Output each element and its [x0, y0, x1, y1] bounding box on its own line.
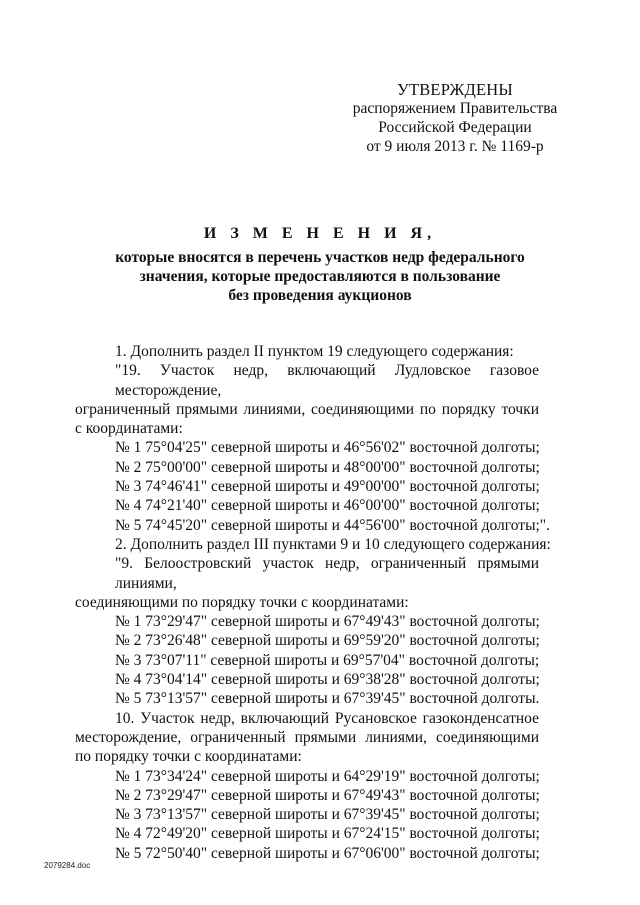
- paragraph-4-line-2: соединяющими по порядку точки с координатами:: [75, 593, 409, 611]
- approval-title: УТВЕРЖДЕНЫ: [397, 80, 513, 99]
- paragraph-5-line-1: 10. Участок недр, включающий Русановское газоконденсатное: [115, 709, 539, 727]
- paragraph-3: 2. Дополнить раздел III пунктами 9 и 10 следующего содержания:: [115, 535, 551, 553]
- coord-19-1: № 1 75°04'25" северной широты и 46°56'02" восточной долготы;: [115, 439, 540, 457]
- coord-10-2: № 2 73°29'47" северной широты и 67°49'43" восточной долготы;: [115, 786, 540, 804]
- title-line-1: которые вносятся в перечень участков недр федерального: [115, 249, 525, 266]
- coord-10-1: № 1 73°34'24" северной широты и 64°29'19" восточной долготы;: [115, 767, 540, 785]
- coord-10-3: № 3 73°13'57" северной широты и 67°39'45" восточной долготы;: [115, 806, 540, 824]
- coord-9-1: № 1 73°29'47" северной широты и 67°49'43" восточной долготы;: [115, 613, 540, 631]
- paragraph-5-line-3: по порядку точки с координатами:: [75, 748, 302, 766]
- title-heading: И З М Е Н Е Н И Я,: [203, 225, 437, 242]
- coord-9-4: № 4 73°04'14" северной широты и 69°38'28" восточной долготы;: [115, 671, 540, 689]
- paragraph-2-line-1: "19. Участок недр, включающий Лудловское газовое месторождение,: [115, 362, 539, 399]
- approval-line-2: распоряжением Правительства: [352, 100, 558, 117]
- coord-19-2: № 2 75°00'00" северной широты и 48°00'00" восточной долготы;: [115, 458, 540, 476]
- coord-9-3: № 3 73°07'11" северной широты и 69°57'04" восточной долготы;: [115, 651, 540, 669]
- paragraph-2-line-3: с координатами:: [75, 420, 183, 438]
- paragraph-2-line-2: ограниченный прямыми линиями, соединяющими по порядку точки: [75, 400, 539, 418]
- document-file-id: 2079284.doc: [44, 861, 91, 870]
- approval-line-4: от 9 июля 2013 г. № 1169-р: [366, 138, 544, 155]
- coord-19-4: № 4 74°21'40" северной широты и 46°00'00" восточной долготы;: [115, 497, 540, 515]
- coord-19-3: № 3 74°46'41" северной широты и 49°00'00" восточной долготы;: [115, 478, 540, 496]
- approval-stamp: [330, 80, 580, 156]
- title-line-2: значения, которые предоставляются в пользование: [139, 268, 501, 285]
- paragraph-1: 1. Дополнить раздел II пунктом 19 следующего содержания:: [115, 343, 514, 360]
- paragraph-4-line-1: "9. Белоостровский участок недр, ограниченный прямыми линиями,: [115, 555, 539, 592]
- coord-9-2: № 2 73°26'48" северной широты и 69°59'20" восточной долготы;: [115, 632, 540, 650]
- paragraph-5-line-2: месторождение, ограниченный прямыми линиями, соединяющими: [75, 728, 539, 746]
- coord-10-5: № 5 72°50'40" северной широты и 67°06'00" восточной долготы;: [115, 844, 540, 862]
- document-title: [60, 224, 580, 305]
- coord-10-4: № 4 72°49'20" северной широты и 67°24'15" восточной долготы;: [115, 825, 540, 843]
- coord-19-5: № 5 74°45'20" северной широты и 44°56'00" восточной долготы;".: [115, 516, 550, 534]
- document-body: [75, 342, 551, 863]
- title-line-3: без проведения аукционов: [228, 287, 412, 304]
- approval-line-3: Российской Федерации: [378, 119, 532, 136]
- coord-9-5: № 5 73°13'57" северной широты и 67°39'45" восточной долготы.: [115, 690, 540, 708]
